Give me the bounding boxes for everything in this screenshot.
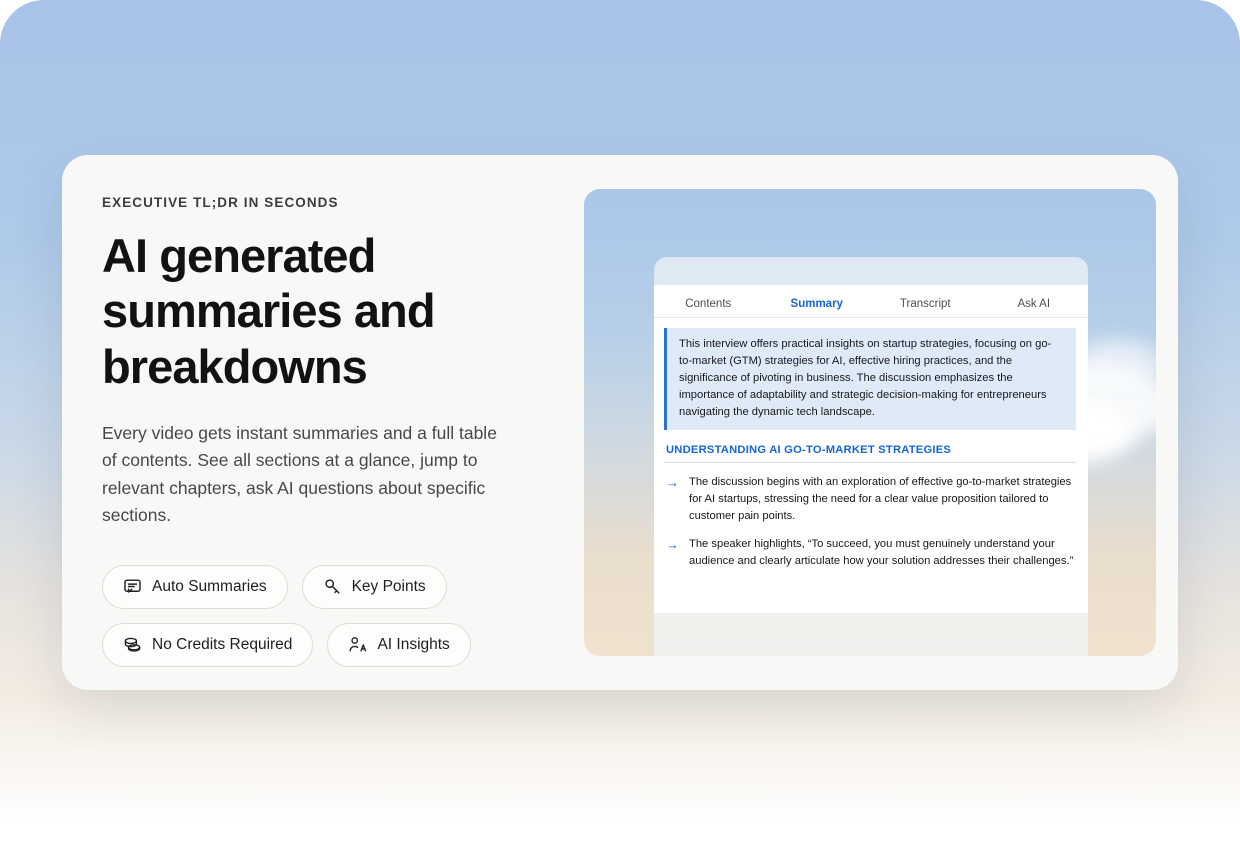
- coins-icon: [123, 635, 142, 654]
- feature-preview-column: [562, 155, 1178, 690]
- pill-label: Key Points: [351, 577, 426, 595]
- section-heading: UNDERSTANDING AI GO-TO-MARKET STRATEGIES: [666, 444, 952, 457]
- key-icon: [323, 577, 342, 596]
- pill-auto-summaries[interactable]: [102, 565, 288, 609]
- list-item: [664, 536, 1076, 570]
- feature-description: Every video gets instant summaries and a full table of contents. See all sections at a glance, jump to relevant chapters, ask AI questions about specific sections.: [102, 423, 497, 525]
- user-insights-icon: [348, 635, 367, 654]
- eyebrow-label: EXECUTIVE TL;DR IN SECONDS: [102, 195, 339, 210]
- list-item-text: The discussion begins with an exploration of effective go-to-market strategies for AI startups, stressing the need for a clear value proposition tailored to customer pain points.: [689, 476, 1072, 523]
- pill-ai-insights[interactable]: [327, 623, 470, 667]
- pill-label: Auto Summaries: [152, 577, 267, 595]
- list-item-text: The speaker highlights, “To succeed, you must genuinely understand your audience and clearly articulate how your solution addresses their challenges.”: [689, 538, 1074, 568]
- preview-tabbar: [654, 285, 1088, 318]
- summary-document: [654, 318, 1088, 613]
- arrow-right-icon: →: [666, 537, 679, 553]
- arrow-right-icon: →: [666, 475, 679, 491]
- page-title: AI generated summaries and breakdowns: [102, 229, 435, 393]
- chat-bubble-icon: [123, 577, 142, 596]
- tab-transcript[interactable]: Transcript: [899, 298, 951, 310]
- pill-label: No Credits Required: [152, 635, 293, 653]
- pill-no-credits-required[interactable]: [102, 623, 313, 667]
- section-divider: [664, 462, 1076, 463]
- tab-ask-ai[interactable]: Ask AI: [1017, 298, 1051, 310]
- feature-text-column: [62, 155, 562, 690]
- app-preview: [584, 189, 1156, 656]
- feature-card: [62, 155, 1178, 690]
- list-item: [664, 474, 1076, 525]
- feature-pill-list: [102, 565, 522, 667]
- pill-label: AI Insights: [377, 635, 450, 653]
- tab-contents[interactable]: Contents: [685, 298, 732, 310]
- summary-callout: [664, 328, 1076, 430]
- pill-key-points[interactable]: [302, 565, 447, 609]
- summary-text: This interview offers practical insights on startup strategies, focusing on go-to-market (GTM) strategies for AI, effective hiring practices, and the significance of pivoting in business. The discussion emphasizes the importance of adaptability and strategic decision-making for entrepreneurs navigating the dynamic tech landscape.: [679, 338, 1052, 419]
- tab-summary[interactable]: Summary: [763, 298, 872, 318]
